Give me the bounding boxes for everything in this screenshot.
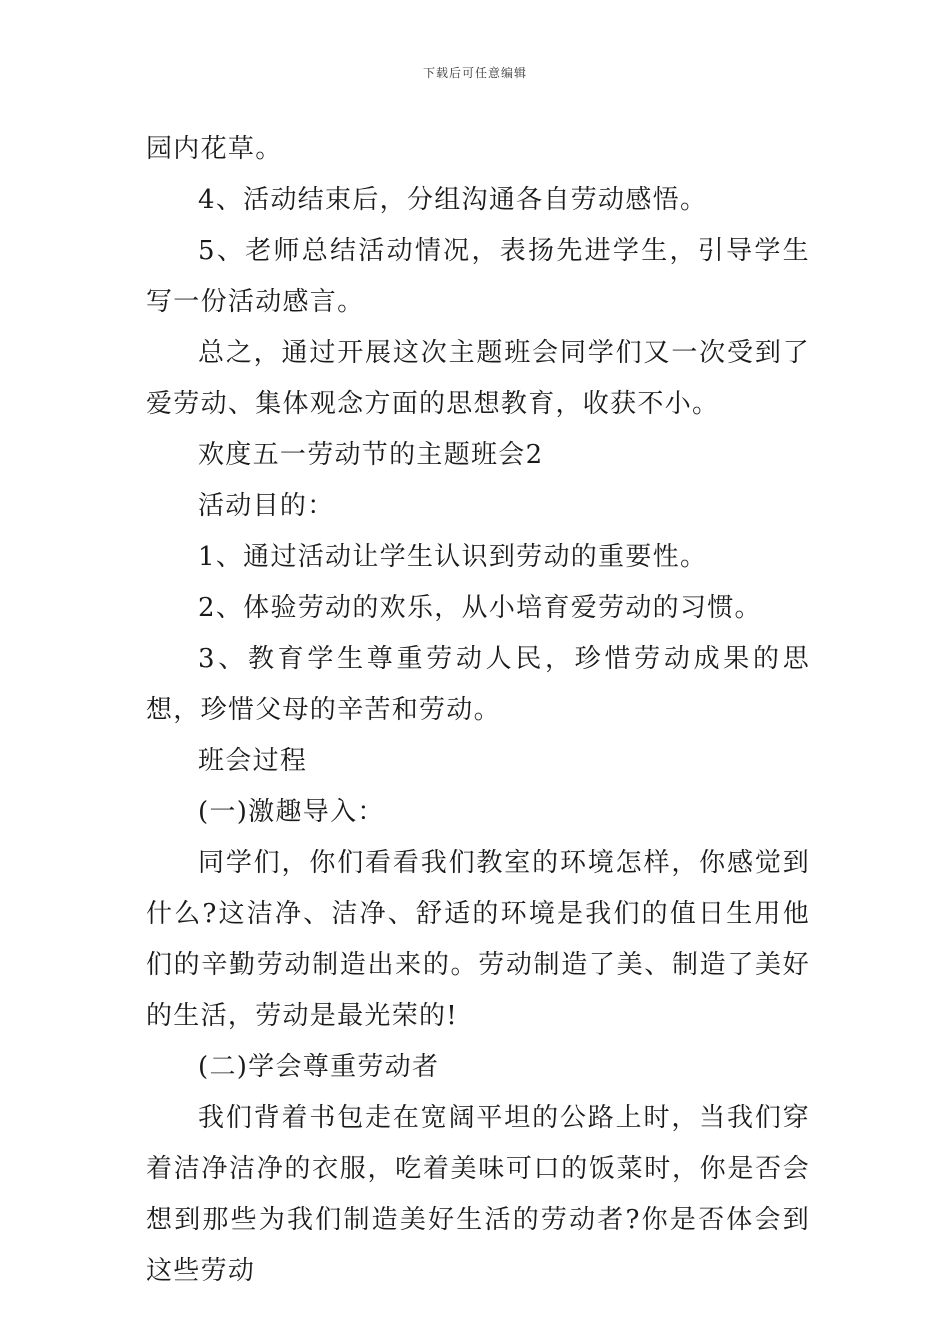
section-title: 欢度五一劳动节的主题班会2: [198, 440, 544, 470]
paragraph-13: 我们背着书包走在宽阔平坦的公路上时，当我们穿着洁净洁净的衣服，吃着美味可口的饭菜时，你是否会想到那些为我们制造美好生活的劳动者?你是否体会到这些劳动: [146, 1103, 810, 1286]
paragraph-6: 1、通过活动让学生认识到劳动的重要性。: [198, 542, 708, 572]
paragraph-3: 总之，通过开展这次主题班会同学们又一次受到了爱劳动、集体观念方面的思想教育，收获不小。: [146, 338, 810, 419]
paragraph-1: 4、活动结束后，分组沟通各自劳动感悟。: [198, 185, 708, 215]
paragraph-10: (一)激趣导入：: [198, 797, 385, 827]
paragraph-11: 同学们，你们看看我们教室的环境怎样，你感觉到什么?这洁净、洁净、舒适的环境是我们的值日生用他们的辛勤劳动制造出来的。劳动制造了美、制造了美好的生活，劳动是最光荣的!: [146, 848, 810, 1031]
paragraph-0: 园内花草。: [146, 134, 283, 164]
paragraph-2: 5、老师总结活动情况，表扬先进学生，引导学生写一份活动感言。: [146, 236, 810, 317]
paragraph-9: 班会过程: [198, 746, 308, 776]
paragraph-7: 2、体验劳动的欢乐，从小培育爱劳动的习惯。: [198, 593, 762, 623]
paragraph-5: 活动目的：: [198, 491, 335, 521]
paragraph-12: (二)学会尊重劳动者: [198, 1052, 440, 1082]
paragraph-8: 3、教育学生尊重劳动人民，珍惜劳动成果的思想，珍惜父母的辛苦和劳动。: [146, 644, 810, 725]
page-header-note: 下载后可任意编辑: [422, 66, 527, 80]
document-body: [146, 124, 810, 1297]
